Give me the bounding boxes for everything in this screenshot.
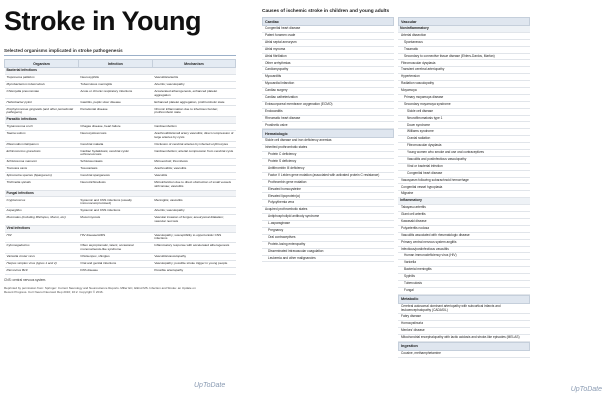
organism-cell: Varicella zoster virus [5, 253, 79, 260]
infection-cell: Toxocariasis [78, 166, 152, 173]
list-item: Antithrombin III deficiency [262, 166, 394, 173]
list-item: Young women who smoke and use oral contraceptives [398, 150, 530, 157]
causes-table [262, 17, 606, 387]
infection-cell: Schistosomiasis [78, 159, 152, 166]
table-row [5, 130, 236, 141]
infection-cell: Neurocysticercosis [78, 130, 152, 141]
causes-title: Causes of ischemic stroke in children and young adults [262, 9, 390, 14]
organisms-table [4, 59, 236, 275]
list-item: Prothrombin gene mutation [262, 180, 394, 187]
list-item: Prosthetic valve [262, 122, 394, 129]
list-item: Takayasu arteritis [398, 205, 530, 212]
list-item: Acquired prothrombotic states [262, 207, 394, 214]
list-item: Primary central nervous system angiitis [398, 240, 530, 247]
organism-cell: Schistosoma mansoni [5, 159, 79, 166]
reference-note: Reprinted by permission from: Springer: Current Neurology and Neuroscience Reports. Miller EC, Elkind MS. Infection and Stroke: an Update on Recent Progress. Curr Neurol Neurosci Rep 2016; 16:2. Copyright © 2016. [4, 285, 196, 294]
left-page [4, 0, 236, 400]
organism-cell: Spirometra species (Sparganum) [5, 172, 79, 179]
list-item: Congenital heart disease [398, 171, 530, 178]
list-item: Spontaneous [398, 40, 530, 47]
list-item: Vasculitis and postinfectious vasculopathy [398, 157, 530, 164]
list-item: Factor V Leiden gene mutation (associated with activated protein C resistance) [262, 173, 394, 180]
mechanism-cell: Arachnoiditis; vasculitis [152, 166, 235, 173]
mechanism-cell: Arachnoiditis/small artery vasculitis; direct compression of large arteries by cysts [152, 130, 235, 141]
list-item: Cerebral autosomal dominant arteriopathy with subcortical infarcts and leukoencephalopathy (CADASIL) [398, 304, 530, 315]
list-item: Secondary to connective tissue disease (Ehlers-Danlos, Marfan) [398, 54, 530, 61]
list-item: Atrial myxoma [262, 47, 394, 54]
list-item: Menkes' disease [398, 328, 530, 335]
list-item: Secondary moyamoya syndrome [398, 102, 530, 109]
infection-cell: Often asymptomatic, latent; occasional mononucleosis-like syndrome [78, 243, 152, 254]
mechanism-cell: Arteritis; vasculopathy [152, 81, 235, 88]
subcategory-header: Noninflammatory [398, 26, 530, 33]
section-row [5, 117, 236, 124]
mechanism-cell: Cardioembolism [152, 123, 235, 130]
table-row [5, 141, 236, 148]
list-item: Leukemia and other malignancies [262, 256, 394, 263]
list-item: Hypertension [398, 74, 530, 81]
mechanism-cell: Chronic inflammation due to infectious burden; prothrombotic state [152, 106, 235, 117]
list-item: Protein S deficiency [262, 159, 394, 166]
table-row [5, 148, 236, 159]
section-row [5, 68, 236, 75]
list-item: Polyarteritis nodosa [398, 226, 530, 233]
organism-cell: Mycobacterium tuberculosis [5, 81, 79, 88]
mechanism-cell: Vasculopathy; possible stroke trigger in young people [152, 260, 235, 267]
table-row [5, 253, 236, 260]
section-label: Bacterial infections [5, 68, 236, 75]
list-item: Antiphospholipid antibody syndrome [262, 214, 394, 221]
infection-cell: Systemic and CNS infections (usually immunocompromised) [78, 197, 152, 208]
infection-cell: Cardiac hydatidosis; cerebral cystic echinococcosis [78, 148, 152, 159]
list-item: Down syndrome [398, 122, 530, 129]
mechanism-cell: Inflammatory response with accelerated atherogenesis [152, 243, 235, 254]
list-item: Giant cell arteritis [398, 212, 530, 219]
mechanism-cell: Vasculitis [152, 172, 235, 179]
list-item: Fibromuscular dysplasia [398, 143, 530, 150]
table-row [5, 88, 236, 99]
mechanism-cell: Vascular invasion of fungus; aneurysmal dilatation; vascular necrosis [152, 215, 235, 226]
infection-cell: Chagas disease, heart failure [78, 123, 152, 130]
list-item: Cardiac surgery [262, 88, 394, 95]
section-row [5, 190, 236, 197]
table-row [5, 260, 236, 267]
list-item: Cranial radiation [398, 136, 530, 143]
list-item: Tuberculosis [398, 281, 530, 288]
column-header: Organism [5, 60, 79, 68]
list-item: Infectious/postinfectious vasculitis [398, 247, 530, 254]
section-row [5, 225, 236, 232]
list-item: Pregnancy [262, 228, 394, 235]
section-label: Parasitic infections [5, 117, 236, 124]
right-page [262, 0, 610, 400]
list-item: Vasospasm following subarachnoid hemorrhage [398, 178, 530, 185]
table-row [5, 172, 236, 179]
infection-cell: Neurotrichinellosis [78, 179, 152, 190]
list-item: Fabry disease [398, 314, 530, 321]
table-row [5, 215, 236, 226]
list-item: Myocardial infarction [262, 81, 394, 88]
organisms-table-body [5, 68, 236, 275]
organism-cell: Trypanosoma cruzi [5, 123, 79, 130]
table-row [5, 81, 236, 88]
mechanism-cell: Vasculitis/vasculopathy [152, 253, 235, 260]
organism-cell: Helicobacter pylori [5, 99, 79, 106]
organism-cell: Parvovirus B19 [5, 267, 79, 274]
category-header: Hematologic [262, 129, 394, 138]
category-header: Metabolic [398, 295, 530, 304]
organism-cell: Taenia solium [5, 130, 79, 141]
organism-cell: Echinococcus granulosis [5, 148, 79, 159]
infection-cell: Acute or chronic respiratory infections [78, 88, 152, 99]
infection-cell: HIV disease/AIDS [78, 232, 152, 243]
table-row [5, 208, 236, 215]
list-item: Disseminated intravascular coagulation [262, 249, 394, 256]
list-item: Congenital heart disease [262, 26, 394, 33]
mechanism-cell: Vasculopathy; susceptibility to opportunistic CNS infections [152, 232, 235, 243]
list-item: Rheumatic heart disease [262, 116, 394, 123]
infection-cell: Systemic and CNS infections [78, 208, 152, 215]
list-item: L-asparaginase [262, 221, 394, 228]
list-item: Vasculitis associated with rheumatologic disease [398, 233, 530, 240]
list-item: Extracorporeal membrane oxygenation (ECMO) [262, 102, 394, 109]
list-item: Viral or bacterial infection [398, 164, 530, 171]
list-item: Sickle cell disease and iron deficiency anemias [262, 138, 394, 145]
list-item: Homocystinuria [398, 321, 530, 328]
list-item: Fungal [398, 288, 530, 295]
column-header: Mechanism [152, 60, 235, 68]
list-item: Atrial septal aneurysm [262, 40, 394, 47]
list-item: Congenital vessel hypoplasia [398, 184, 530, 191]
footnote: CNS: central nervous system. [4, 277, 47, 282]
organism-cell: Aspergillus [5, 208, 79, 215]
mechanism-cell: Arteritis; vasculopathy [152, 208, 235, 215]
infection-cell: Periodontal disease [78, 106, 152, 117]
list-item: Migraine [398, 191, 530, 198]
table-row [5, 267, 236, 274]
mechanism-cell: Cardioembolism; arterial compression from cerebral cysts [152, 148, 235, 159]
category-header: Ingestion [398, 342, 530, 351]
table-row [5, 197, 236, 208]
list-item: Other arrhythmias [262, 60, 394, 67]
list-item: Inherited prothrombotic states [262, 145, 394, 152]
list-item: Human immunodeficiency virus (HIV) [398, 253, 530, 260]
table-header-row [5, 60, 236, 68]
list-item: Neurofibromatosis type 1 [398, 116, 530, 123]
list-item: Protein-losing enteropathy [262, 242, 394, 249]
list-item: Polycythemia vera [262, 200, 394, 207]
organism-cell: HIV [5, 232, 79, 243]
infection-cell: Fifth disease [78, 267, 152, 274]
mechanism-cell: Microemboli; thrombosis [152, 159, 235, 166]
organism-cell: Mucorales (including Rhizopus, Mucor, etc) [5, 215, 79, 226]
table-row [5, 74, 236, 81]
organism-cell: Plasmodium falciparum [5, 141, 79, 148]
list-item: Primary moyamoya disease [398, 95, 530, 102]
organism-cell: Toxocara canis [5, 166, 79, 173]
organism-cell: Trichinella spiralis [5, 179, 79, 190]
list-item: Atrial fibrillation [262, 54, 394, 61]
list-item: Williams syndrome [398, 129, 530, 136]
infection-cell: Tuberculous meningitis [78, 81, 152, 88]
subcategory-header: Inflammatory [398, 198, 530, 205]
infection-cell: Mucormycosis [78, 215, 152, 226]
organism-cell: Porphyromonas gingivalis (and other periodontal pathogens) [5, 106, 79, 117]
causes-column-left [262, 17, 394, 262]
list-item: Mitochondrial encephalopathy with lactic acidosis and stroke-like episodes (MELAS) [398, 335, 530, 342]
organism-cell: Chlamydia pneumoniae [5, 88, 79, 99]
organism-cell: Cryptococcus [5, 197, 79, 208]
infection-cell: Oral and genital infections [78, 260, 152, 267]
list-item: Syphilis [398, 274, 530, 281]
table-row [5, 159, 236, 166]
organism-cell: Treponema pallidum [5, 74, 79, 81]
uptodate-logo: UpToDate [570, 386, 602, 393]
causes-column-right [398, 17, 530, 358]
list-item: Endocarditis [262, 109, 394, 116]
mechanism-cell: Microinfarction due to direct obstruction of small vessels with larvae; vasculitis [152, 179, 235, 190]
list-item: Bacterial meningitis [398, 267, 530, 274]
organism-cell: Cytomegalovirus [5, 243, 79, 254]
list-item: Cocaine, methamphetamine [398, 351, 530, 358]
list-item: Patent foramen ovale [262, 33, 394, 40]
mechanism-cell: Meningitis; vasculitis [152, 197, 235, 208]
list-item: Myocarditis [262, 74, 394, 81]
mechanism-cell: Possible arteriopathy [152, 267, 235, 274]
list-item: Radiation vasculopathy [398, 81, 530, 88]
table-row [5, 123, 236, 130]
table-caption: Selected organisms implicated in stroke pathogenesis [4, 48, 236, 56]
uptodate-logo: UpToDate [194, 382, 226, 389]
table-row [5, 166, 236, 173]
table-row [5, 99, 236, 106]
infection-cell: Neurosyphilis [78, 74, 152, 81]
mechanism-cell: Enhanced platelet aggregation, prothrombotic state [152, 99, 235, 106]
infection-cell: Chickenpox, shingles [78, 253, 152, 260]
infection-cell: Cerebral malaria [78, 141, 152, 148]
infection-cell: Cerebral sparganosis [78, 172, 152, 179]
table-row [5, 232, 236, 243]
category-header: Vascular [398, 17, 530, 26]
list-item: Sickle cell disease [398, 109, 530, 116]
list-item: Elevated homocysteine [262, 187, 394, 194]
list-item: Arterial dissection [398, 33, 530, 40]
section-label: Fungal infections [5, 190, 236, 197]
list-item: Elevated lipoprotein(a) [262, 193, 394, 200]
list-item: Oral contraceptives [262, 235, 394, 242]
page-title: Stroke in Young [4, 6, 202, 36]
list-item: Protein C deficiency [262, 152, 394, 159]
table-row [5, 106, 236, 117]
list-item: Traumatic [398, 47, 530, 54]
mechanism-cell: Vasculitis/arteritis [152, 74, 235, 81]
organism-cell: Herpes simplex virus (types 1 and 2) [5, 260, 79, 267]
list-item: Cardiomyopathy [262, 67, 394, 74]
mechanism-cell: Accelerated atherogenesis, enhanced platelet aggregation [152, 88, 235, 99]
section-label: Viral infections [5, 225, 236, 232]
list-item: Fibromuscular dysplasia [398, 60, 530, 67]
table-row [5, 179, 236, 190]
mechanism-cell: Occlusion of cerebral arteries by infected erythrocytes [152, 141, 235, 148]
column-header: Infection [78, 60, 152, 68]
list-item: Kawasaki disease [398, 219, 530, 226]
infection-cell: Gastritis, peptic ulcer disease [78, 99, 152, 106]
list-item: Transient cerebral arteriopathy [398, 67, 530, 74]
list-item: Moyamoya [398, 88, 530, 95]
table-row [5, 243, 236, 254]
list-item: Cardiac catheterization [262, 95, 394, 102]
list-item: Varicella [398, 260, 530, 267]
category-header: Cardiac [262, 17, 394, 26]
